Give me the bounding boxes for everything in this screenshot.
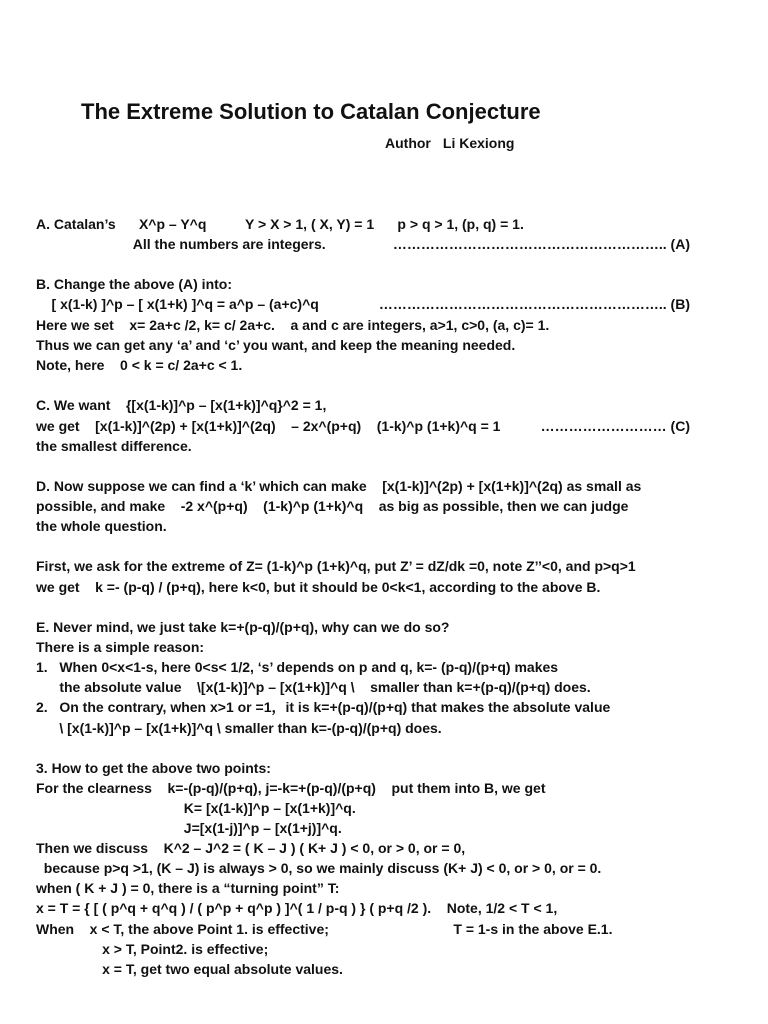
text-line: Note, here 0 < k = c/ 2a+c < 1. — [36, 357, 243, 373]
page-title: The Extreme Solution to Catalan Conjecture — [81, 99, 541, 124]
text-line: Thus we can get any ‘a’ and ‘c’ you want, and keep the meaning needed. — [36, 337, 516, 353]
equation-tag: …………………………………………………….. (B) — [378, 296, 690, 312]
line-text: [ x(1-k) ]^p – [ x(1+k) ]^q = a^p – (a+c)^q — [36, 296, 319, 312]
author-line — [385, 135, 514, 151]
text-line: 3. How to get the above two points: — [36, 760, 271, 776]
text-line — [36, 295, 690, 313]
text-line: \ [x(1-k)]^p – [x(1+k)]^q \ smaller than k=-(p-q)/(p+q) does. — [36, 720, 442, 736]
text-line: When x < T, the above Point 1. is effective; T = 1-s in the above E.1. — [36, 921, 613, 937]
text-line: For the clearness k=-(p-q)/(p+q), j=-k=+(p-q)/(p+q) put them into B, we get — [36, 780, 546, 796]
equation-tag: ……………………… (C) — [540, 418, 690, 434]
text-line: A. Catalan’s X^p – Y^q Y > X > 1, ( X, Y) = 1 p > q > 1, (p, q) = 1. — [36, 216, 524, 232]
author-name: Li Kexiong — [442, 135, 515, 151]
text-line: when ( K + J ) = 0, there is a “turning point” T: — [36, 880, 340, 896]
author-label: Author — [385, 135, 431, 151]
text-line: the absolute value \[x(1-k)]^p – [x(1+k)]^q \ smaller than k=+(p-q)/(p+q) does. — [36, 679, 591, 695]
text-line: x = T = { [ ( p^q + q^q ) / ( p^p + q^p ) ]^( 1 / p-q ) } ( p+q /2 ). Note, 1/2 < T < 1, — [36, 900, 558, 916]
text-line: First, we ask for the extreme of Z= (1-k)^p (1+k)^q, put Z’ = dZ/dk =0, note Z’’<0, and p>q>1 — [36, 558, 636, 574]
line-text: we get [x(1-k)]^(2p) + [x(1+k)]^(2q) – 2x^(p+q) (1-k)^p (1+k)^q = 1 — [36, 418, 501, 434]
text-line: the smallest difference. — [36, 438, 192, 454]
text-line: x = T, get two equal absolute values. — [36, 961, 343, 977]
text-line: x > T, Point2. is effective; — [36, 941, 269, 957]
line-text: All the numbers are integers. — [36, 236, 353, 252]
text-line: the whole question. — [36, 518, 167, 534]
text-line: 2. On the contrary, when x>1 or =1，it is k=+(p-q)/(p+q) that makes the absolute value — [36, 699, 611, 715]
text-line: Then we discuss K^2 – J^2 = ( K – J ) ( K+ J ) < 0, or > 0, or = 0, — [36, 840, 466, 856]
text-line: B. Change the above (A) into: — [36, 276, 232, 292]
text-line — [36, 417, 690, 435]
text-line: we get k =- (p-q) / (p+q), here k<0, but it should be 0<k<1, according to the above B. — [36, 579, 601, 595]
equation-tag: ………………………………………………….. (A) — [392, 236, 690, 252]
text-line: There is a simple reason: — [36, 639, 205, 655]
text-line — [36, 235, 690, 253]
text-line: D. Now suppose we can find a ‘k’ which can make [x(1-k)]^(2p) + [x(1+k)]^(2q) as small as — [36, 478, 642, 494]
text-line: K= [x(1-k)]^p – [x(1+k)]^q. — [36, 800, 356, 816]
text-line: Here we set x= 2a+c /2, k= c/ 2a+c. a and c are integers, a>1, c>0, (a, c)= 1. — [36, 317, 550, 333]
text-line: E. Never mind, we just take k=+(p-q)/(p+q), why can we do so? — [36, 619, 450, 635]
text-line: possible, and make -2 x^(p+q) (1-k)^p (1+k)^q as big as possible, then we can judge — [36, 498, 629, 514]
text-line: J=[x(1-j)]^p – [x(1+j)]^q. — [36, 820, 342, 836]
text-line: because p>q >1, (K – J) is always > 0, so we mainly discuss (K+ J) < 0, or > 0, or = 0. — [36, 860, 602, 876]
text-line: 1. When 0<x<1-s, here 0<s< 1/2, ‘s’ depends on p and q, k=- (p-q)/(p+q) makes — [36, 659, 559, 675]
text-line: C. We want {[x(1-k)]^p – [x(1+k)]^q}^2 = 1, — [36, 397, 327, 413]
